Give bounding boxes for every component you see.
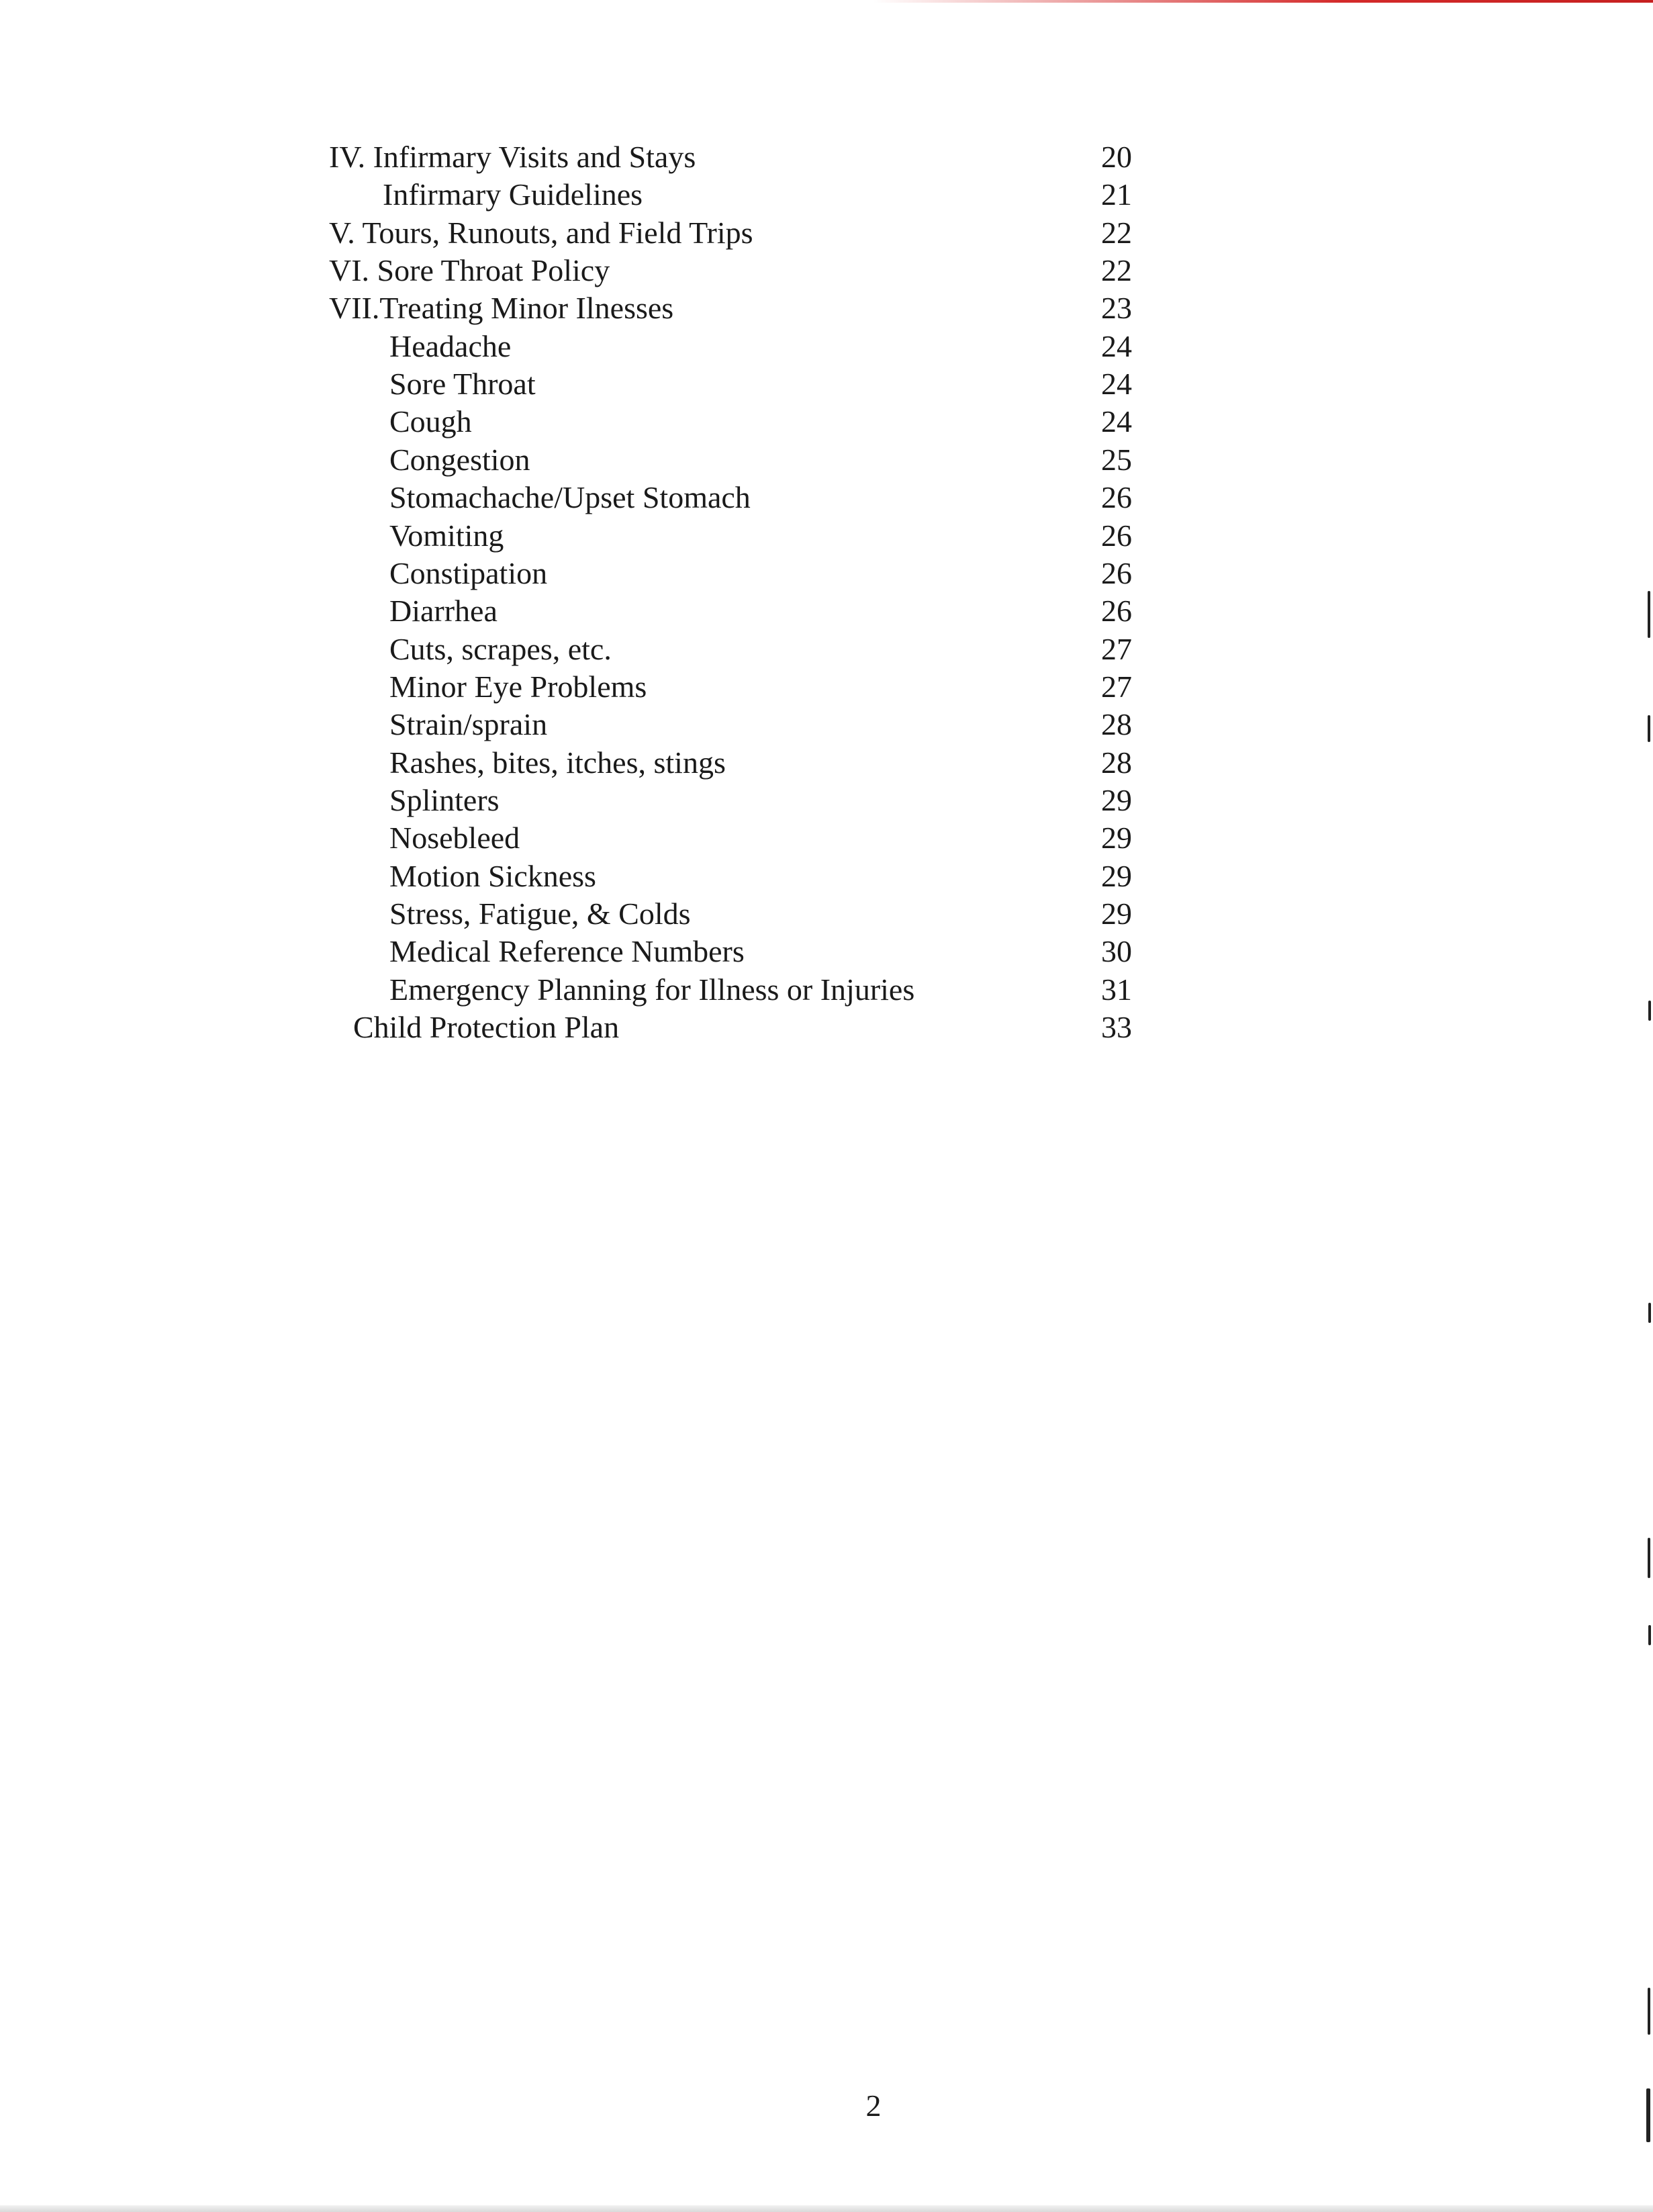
toc-entry-page: 26: [1101, 594, 1132, 628]
toc-entry-page: 29: [1101, 783, 1132, 817]
toc-entry: [0, 782, 1653, 819]
toc-entry-title: Sore Throat: [389, 367, 536, 401]
toc-entry-title: Motion Sickness: [389, 859, 596, 893]
toc-entry-page: 22: [1101, 253, 1132, 287]
toc-entry-page: 27: [1101, 632, 1132, 666]
toc-entry-title: Cough: [389, 404, 472, 439]
toc-entry-page: 30: [1101, 934, 1132, 968]
toc-entry: [0, 895, 1653, 933]
toc-entry-title: Constipation: [389, 556, 548, 590]
toc-entry-page: 24: [1101, 367, 1132, 401]
binding-mark: [1648, 1988, 1650, 2035]
toc-entry: [0, 933, 1653, 970]
toc-entry: [0, 441, 1653, 479]
toc-entry-page: 20: [1101, 140, 1132, 174]
toc-entry-page: 29: [1101, 859, 1132, 893]
toc-entry: [0, 555, 1653, 592]
toc-entry: [0, 744, 1653, 782]
scan-top-edge: [873, 0, 1653, 3]
toc-entry-page: 31: [1101, 972, 1132, 1007]
binding-mark: [1648, 1538, 1650, 1578]
toc-entry-page: 33: [1101, 1010, 1132, 1044]
toc-entry: [0, 176, 1653, 214]
toc-entry-title: Infirmary Guidelines: [383, 177, 643, 212]
toc-entry-title: Nosebleed: [389, 821, 520, 855]
toc-entry-page: 22: [1101, 216, 1132, 250]
scan-bottom-edge: [0, 2205, 1653, 2212]
toc-entry: [0, 858, 1653, 895]
toc-entry-title: V. Tours, Runouts, and Field Trips: [329, 216, 753, 250]
toc-entry-page: 26: [1101, 480, 1132, 514]
toc-entry: [0, 365, 1653, 403]
toc-entry: [0, 403, 1653, 441]
binding-mark: [1648, 1625, 1651, 1645]
toc-entry: [0, 479, 1653, 516]
toc-entry-title: VI. Sore Throat Policy: [329, 253, 610, 287]
toc-entry-title: Rashes, bites, itches, stings: [389, 745, 726, 780]
toc-entry: [0, 668, 1653, 706]
toc-entry: [0, 971, 1653, 1009]
toc-entry-title: Stomachache/Upset Stomach: [389, 480, 751, 514]
binding-mark: [1648, 591, 1650, 638]
binding-mark: [1648, 1303, 1651, 1323]
toc-entry-title: Medical Reference Numbers: [389, 934, 745, 968]
toc-entry: [0, 592, 1653, 630]
toc-entry-page: 23: [1101, 291, 1132, 325]
toc-entry-page: 25: [1101, 443, 1132, 477]
toc-entry: [0, 138, 1653, 176]
toc-entry-title: Stress, Fatigue, & Colds: [389, 896, 691, 931]
toc-entry: [0, 706, 1653, 743]
toc-entry-title: Minor Eye Problems: [389, 670, 647, 704]
binding-mark: [1648, 1001, 1651, 1021]
toc-entry-title: IV. Infirmary Visits and Stays: [329, 140, 696, 174]
toc-entry-title: Diarrhea: [389, 594, 498, 628]
toc-entry: [0, 517, 1653, 555]
toc-entry-page: 26: [1101, 518, 1132, 553]
toc-entry-page: 27: [1101, 670, 1132, 704]
toc-entry: [0, 214, 1653, 252]
toc-entry-title: Child Protection Plan: [353, 1010, 620, 1044]
toc-entry: [0, 631, 1653, 668]
toc-entry-page: 24: [1101, 404, 1132, 439]
toc-entry-page: 29: [1101, 821, 1132, 855]
toc-entry-title: Emergency Planning for Illness or Injuries: [389, 972, 915, 1007]
page-number: 2: [865, 2088, 882, 2123]
binding-mark: [1646, 2088, 1650, 2142]
toc-entry-page: 21: [1101, 177, 1132, 212]
toc-entry-page: 28: [1101, 745, 1132, 780]
toc-entry-title: Congestion: [389, 443, 530, 477]
binding-mark: [1648, 715, 1650, 742]
toc-entry-page: 26: [1101, 556, 1132, 590]
toc-entry-title: Vomiting: [389, 518, 504, 553]
toc-entry: [0, 328, 1653, 365]
toc-entry-title: VII.Treating Minor Ilnesses: [329, 291, 674, 325]
toc-entry: [0, 252, 1653, 289]
toc-entry-page: 28: [1101, 707, 1132, 741]
toc-entry-page: 24: [1101, 329, 1132, 363]
toc-entry-title: Strain/sprain: [389, 707, 548, 741]
toc-entry-title: Headache: [389, 329, 512, 363]
toc-entry-page: 29: [1101, 896, 1132, 931]
toc-entry-title: Cuts, scrapes, etc.: [389, 632, 612, 666]
toc-entry-title: Splinters: [389, 783, 500, 817]
toc-entry: [0, 289, 1653, 327]
toc-entry: [0, 819, 1653, 857]
toc-entry: [0, 1009, 1653, 1046]
